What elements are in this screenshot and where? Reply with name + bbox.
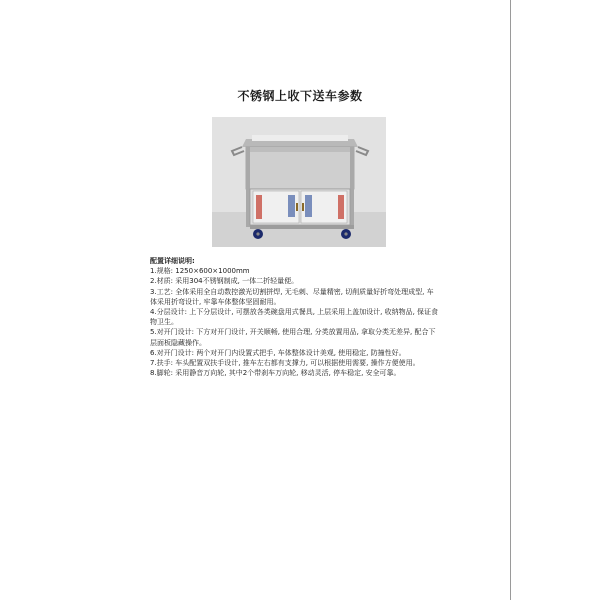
product-photo [212, 117, 386, 247]
cart-top-lid [252, 135, 348, 141]
cart-rim [246, 147, 354, 152]
door-sticker-left-2 [288, 195, 295, 217]
page-title: 不锈钢上收下送车参数 [237, 89, 363, 103]
spec-item: 6.对开门设计: 两个对开门内设置式把手, 车体整体设计美观, 使用稳定, 防撞性好。 [150, 348, 406, 357]
door-sticker-left-1 [256, 195, 262, 219]
cart-illustration [212, 117, 386, 247]
cart-leg-right [350, 147, 354, 227]
wheel-hub-right [344, 232, 347, 235]
spec-item: 2.材质: 采用304不锈钢制成, 一体二折轻量便。 [150, 277, 299, 286]
spec-heading: 配置详细说明: [150, 257, 195, 265]
spec-item: 7.扶手: 车头配置双扶手设计, 推车左右都有支撑力, 可以根据使用需要, 操作方便使用。 [150, 359, 420, 368]
door-sticker-right-2 [338, 195, 344, 219]
spec-item: 8.脚轮: 采用静音万向轮, 其中2个带刹车万向轮, 移动灵活, 停车稳定, 安全可靠。 [150, 369, 401, 378]
cart-leg-left [246, 147, 250, 227]
door-sticker-right-1 [305, 195, 312, 217]
spec-item: 1.规格: 1250×600×1000mm [150, 267, 250, 276]
spec-item: 3.工艺: 全体采用全自动数控激光切割拼焊, 无毛刺、尽量精密, 切削质量好折弯处理成型, 车体采用折弯设计, 牢靠车体整体坚固耐用。 [150, 287, 434, 306]
door-handle-right [302, 203, 304, 211]
spec-item: 5.对开门设计: 下方对开门设计, 开关顺畅, 使用合理, 分类放置用品, 拿取分类无差异, 配合下层面板隐藏操作。 [150, 328, 436, 347]
spec-description [150, 256, 440, 378]
door-handle-left [296, 203, 298, 211]
wheel-hub-left [256, 232, 259, 235]
cart-base [250, 225, 354, 229]
spec-item: 4.分层设计: 上下分层设计, 可摆放各类碗盘用式餐具, 上层采用上盖加设计, 收纳物品, 保证食物卫生。 [150, 308, 439, 327]
cart-upper-body [246, 147, 354, 189]
